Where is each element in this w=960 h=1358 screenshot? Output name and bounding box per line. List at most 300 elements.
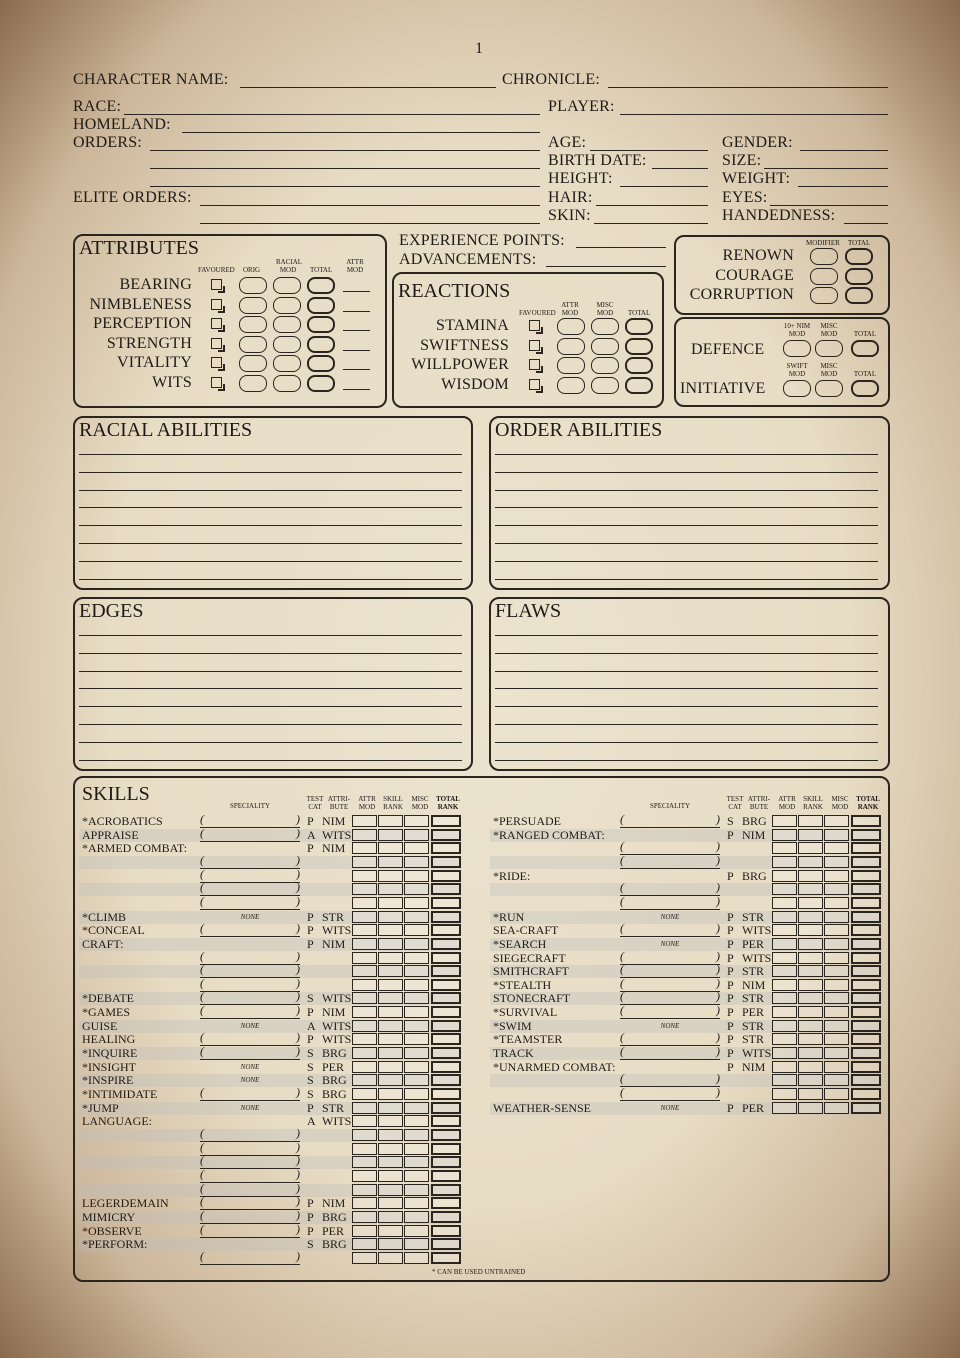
speciality-field[interactable]: ( ) [620, 893, 720, 908]
experience-points-field[interactable] [576, 247, 666, 248]
writing-line[interactable] [79, 490, 462, 491]
writing-line[interactable] [79, 635, 462, 636]
total-rank-cell[interactable] [851, 1074, 881, 1086]
skill-cell[interactable] [352, 965, 377, 977]
skill-cell[interactable] [824, 842, 849, 854]
skill-cell[interactable] [772, 897, 797, 909]
skill-cell[interactable] [798, 883, 823, 895]
size-field[interactable] [764, 168, 888, 169]
skill-cell[interactable] [378, 1129, 403, 1141]
writing-line[interactable] [79, 688, 462, 689]
hair-field[interactable] [596, 205, 708, 206]
total-rank-cell[interactable] [851, 911, 881, 923]
defence-box[interactable] [851, 380, 879, 397]
skill-cell[interactable] [378, 856, 403, 868]
writing-line[interactable] [79, 760, 462, 761]
defence-box[interactable] [851, 340, 879, 357]
skill-cell[interactable] [352, 911, 377, 923]
writing-line[interactable] [495, 561, 878, 562]
writing-line[interactable] [79, 472, 462, 473]
skill-cell[interactable] [772, 842, 797, 854]
skill-cell[interactable] [404, 870, 429, 882]
skill-cell[interactable] [404, 1115, 429, 1127]
total-rank-cell[interactable] [431, 897, 461, 909]
total-rank-cell[interactable] [851, 1102, 881, 1114]
misc-mod-box[interactable] [591, 357, 619, 374]
orig-box[interactable] [239, 336, 267, 353]
skill-cell[interactable] [404, 938, 429, 950]
skill-cell[interactable] [352, 1170, 377, 1182]
skill-cell[interactable] [404, 992, 429, 1004]
writing-line[interactable] [495, 525, 878, 526]
chronicle-field[interactable] [608, 87, 888, 88]
total-rank-cell[interactable] [431, 883, 461, 895]
skill-cell[interactable] [352, 1211, 377, 1223]
speciality-field[interactable]: ( ) [200, 975, 300, 990]
speciality-field[interactable]: ( ) [620, 880, 720, 895]
skill-cell[interactable] [404, 1033, 429, 1045]
writing-line[interactable] [79, 579, 462, 580]
favoured-checkbox[interactable] [211, 279, 222, 290]
total-rank-cell[interactable] [431, 1074, 461, 1086]
speciality-field[interactable]: ( ) [200, 1180, 300, 1195]
skill-cell[interactable] [404, 883, 429, 895]
writing-line[interactable] [495, 543, 878, 544]
speciality-field[interactable]: ( ) [200, 852, 300, 867]
total-rank-cell[interactable] [431, 965, 461, 977]
total-rank-cell[interactable] [851, 1033, 881, 1045]
skill-cell[interactable] [772, 856, 797, 868]
total-rank-cell[interactable] [431, 1252, 461, 1264]
attr-mod-field[interactable] [343, 311, 370, 312]
skill-cell[interactable] [352, 897, 377, 909]
writing-line[interactable] [79, 706, 462, 707]
writing-line[interactable] [495, 454, 878, 455]
skill-cell[interactable] [352, 1074, 377, 1086]
skill-cell[interactable] [824, 1006, 849, 1018]
skill-cell[interactable] [404, 911, 429, 923]
total-rank-cell[interactable] [431, 992, 461, 1004]
skill-cell[interactable] [404, 924, 429, 936]
skill-cell[interactable] [404, 1238, 429, 1250]
skill-cell[interactable] [352, 1102, 377, 1114]
skill-cell[interactable] [824, 1088, 849, 1100]
skill-cell[interactable] [378, 924, 403, 936]
speciality-field[interactable]: ( ) [200, 1194, 300, 1209]
orig-box[interactable] [239, 316, 267, 333]
speciality-field[interactable]: ( ) [200, 1125, 300, 1140]
skill-cell[interactable] [404, 1061, 429, 1073]
favoured-checkbox[interactable] [529, 320, 540, 331]
speciality-field[interactable]: ( ) [620, 1030, 720, 1045]
skill-cell[interactable] [772, 992, 797, 1004]
total-rank-cell[interactable] [851, 1061, 881, 1073]
defence-box[interactable] [783, 340, 811, 357]
total-rank-cell[interactable] [431, 1006, 461, 1018]
defence-box[interactable] [815, 340, 843, 357]
skill-cell[interactable] [378, 883, 403, 895]
total-rank-cell[interactable] [851, 815, 881, 827]
speciality-field[interactable]: ( ) [200, 1044, 300, 1059]
skill-cell[interactable] [824, 829, 849, 841]
skill-cell[interactable] [352, 842, 377, 854]
writing-line[interactable] [79, 561, 462, 562]
speciality-field[interactable]: ( ) [620, 1003, 720, 1018]
skill-cell[interactable] [352, 1184, 377, 1196]
writing-line[interactable] [495, 579, 878, 580]
total-box[interactable] [307, 355, 335, 372]
writing-line[interactable] [79, 454, 462, 455]
writing-line[interactable] [495, 724, 878, 725]
writing-line[interactable] [495, 653, 878, 654]
total-box[interactable] [307, 277, 335, 294]
skill-cell[interactable] [404, 842, 429, 854]
skill-cell[interactable] [404, 1020, 429, 1032]
racial-mod-box[interactable] [273, 355, 301, 372]
skill-cell[interactable] [824, 1061, 849, 1073]
total-rank-cell[interactable] [851, 883, 881, 895]
skill-cell[interactable] [404, 979, 429, 991]
skill-cell[interactable] [352, 979, 377, 991]
attr-mod-field[interactable] [343, 330, 370, 331]
favoured-checkbox[interactable] [529, 379, 540, 390]
total-rank-cell[interactable] [851, 965, 881, 977]
skill-cell[interactable] [404, 1184, 429, 1196]
speciality-field[interactable]: ( ) [200, 921, 300, 936]
writing-line[interactable] [79, 507, 462, 508]
skill-cell[interactable] [352, 924, 377, 936]
skill-cell[interactable] [772, 965, 797, 977]
skill-cell[interactable] [404, 1197, 429, 1209]
skill-cell[interactable] [404, 1170, 429, 1182]
skill-cell[interactable] [352, 1129, 377, 1141]
birth-date-field[interactable] [652, 168, 708, 169]
attr-mod-field[interactable] [343, 389, 370, 390]
speciality-field[interactable]: ( ) [620, 1044, 720, 1059]
skill-cell[interactable] [824, 952, 849, 964]
speciality-field[interactable]: ( ) [620, 852, 720, 867]
skill-cell[interactable] [378, 870, 403, 882]
elite-orders-field-2[interactable] [200, 223, 540, 224]
skill-cell[interactable] [824, 979, 849, 991]
skill-cell[interactable] [378, 1102, 403, 1114]
attr-mod-field[interactable] [343, 369, 370, 370]
skill-cell[interactable] [404, 1074, 429, 1086]
favoured-checkbox[interactable] [211, 338, 222, 349]
skill-cell[interactable] [824, 856, 849, 868]
skill-cell[interactable] [772, 1088, 797, 1100]
total-rank-cell[interactable] [431, 1115, 461, 1127]
total-rank-cell[interactable] [431, 1170, 461, 1182]
skill-cell[interactable] [798, 911, 823, 923]
orig-box[interactable] [239, 375, 267, 392]
skill-cell[interactable] [378, 938, 403, 950]
skill-cell[interactable] [378, 992, 403, 1004]
skill-cell[interactable] [352, 952, 377, 964]
skill-cell[interactable] [798, 1102, 823, 1114]
skill-cell[interactable] [378, 815, 403, 827]
favoured-checkbox[interactable] [211, 299, 222, 310]
speciality-field[interactable]: ( ) [620, 1071, 720, 1086]
player-field[interactable] [620, 114, 888, 115]
skin-field[interactable] [594, 223, 708, 224]
skill-cell[interactable] [352, 870, 377, 882]
skill-cell[interactable] [352, 1020, 377, 1032]
writing-line[interactable] [79, 525, 462, 526]
misc-mod-box[interactable] [591, 377, 619, 394]
total-rank-cell[interactable] [431, 1197, 461, 1209]
writing-line[interactable] [495, 671, 878, 672]
race-field[interactable] [124, 114, 540, 115]
skill-cell[interactable] [824, 870, 849, 882]
gender-field[interactable] [800, 150, 888, 151]
skill-cell[interactable] [772, 883, 797, 895]
defence-box[interactable] [783, 380, 811, 397]
skill-cell[interactable] [378, 979, 403, 991]
skill-cell[interactable] [404, 815, 429, 827]
orders-field-3[interactable] [150, 186, 540, 187]
writing-line[interactable] [495, 742, 878, 743]
skill-cell[interactable] [772, 1020, 797, 1032]
total-rank-cell[interactable] [851, 1047, 881, 1059]
skill-cell[interactable] [404, 897, 429, 909]
skill-cell[interactable] [824, 992, 849, 1004]
skill-cell[interactable] [798, 829, 823, 841]
racial-mod-box[interactable] [273, 336, 301, 353]
favoured-checkbox[interactable] [211, 357, 222, 368]
skill-cell[interactable] [824, 938, 849, 950]
skill-cell[interactable] [798, 992, 823, 1004]
writing-line[interactable] [495, 507, 878, 508]
skill-cell[interactable] [378, 842, 403, 854]
skill-cell[interactable] [404, 1156, 429, 1168]
skill-cell[interactable] [824, 897, 849, 909]
misc-mod-box[interactable] [591, 318, 619, 335]
skill-cell[interactable] [378, 1061, 403, 1073]
skill-cell[interactable] [772, 1074, 797, 1086]
total-box[interactable] [625, 377, 653, 394]
skill-cell[interactable] [352, 1197, 377, 1209]
writing-line[interactable] [495, 688, 878, 689]
skill-cell[interactable] [352, 1143, 377, 1155]
total-rank-cell[interactable] [851, 979, 881, 991]
eyes-field[interactable] [770, 205, 888, 206]
total-rank-cell[interactable] [431, 911, 461, 923]
skill-cell[interactable] [772, 1061, 797, 1073]
skill-cell[interactable] [772, 952, 797, 964]
skill-cell[interactable] [352, 1238, 377, 1250]
speciality-field[interactable]: ( ) [200, 948, 300, 963]
skill-cell[interactable] [404, 1211, 429, 1223]
skill-cell[interactable] [404, 1047, 429, 1059]
skill-cell[interactable] [404, 1088, 429, 1100]
favoured-checkbox[interactable] [529, 359, 540, 370]
speciality-field[interactable]: ( ) [200, 1221, 300, 1236]
skill-cell[interactable] [378, 1074, 403, 1086]
total-box[interactable] [845, 268, 873, 285]
skill-cell[interactable] [772, 938, 797, 950]
skill-cell[interactable] [798, 1006, 823, 1018]
age-field[interactable] [590, 150, 708, 151]
total-rank-cell[interactable] [431, 870, 461, 882]
skill-cell[interactable] [378, 1033, 403, 1045]
racial-mod-box[interactable] [273, 316, 301, 333]
skill-cell[interactable] [772, 829, 797, 841]
skill-cell[interactable] [824, 1033, 849, 1045]
speciality-field[interactable]: ( ) [200, 866, 300, 881]
skill-cell[interactable] [378, 1047, 403, 1059]
speciality-field[interactable]: ( ) [200, 1085, 300, 1099]
speciality-field[interactable]: ( ) [200, 989, 300, 1004]
modifier-box[interactable] [810, 248, 838, 265]
skill-cell[interactable] [352, 1033, 377, 1045]
favoured-checkbox[interactable] [529, 340, 540, 351]
speciality-field[interactable]: ( ) [200, 1207, 300, 1222]
skill-cell[interactable] [378, 952, 403, 964]
skill-cell[interactable] [352, 1088, 377, 1100]
skill-cell[interactable] [352, 1252, 377, 1264]
skill-cell[interactable] [798, 842, 823, 854]
skill-cell[interactable] [378, 1006, 403, 1018]
skill-cell[interactable] [798, 924, 823, 936]
skill-cell[interactable] [824, 965, 849, 977]
skill-cell[interactable] [798, 1047, 823, 1059]
skill-cell[interactable] [378, 911, 403, 923]
writing-line[interactable] [79, 543, 462, 544]
speciality-field[interactable]: ( ) [620, 962, 720, 977]
skill-cell[interactable] [824, 924, 849, 936]
total-rank-cell[interactable] [431, 1184, 461, 1196]
skill-cell[interactable] [378, 1156, 403, 1168]
racial-mod-box[interactable] [273, 297, 301, 314]
speciality-field[interactable]: ( ) [200, 1166, 300, 1181]
total-box[interactable] [625, 338, 653, 355]
skill-cell[interactable] [352, 1061, 377, 1073]
writing-line[interactable] [495, 760, 878, 761]
skill-cell[interactable] [772, 924, 797, 936]
total-rank-cell[interactable] [431, 829, 461, 841]
writing-line[interactable] [79, 742, 462, 743]
total-rank-cell[interactable] [851, 897, 881, 909]
skill-cell[interactable] [352, 1225, 377, 1237]
skill-cell[interactable] [798, 1020, 823, 1032]
writing-line[interactable] [495, 706, 878, 707]
writing-line[interactable] [495, 635, 878, 636]
skill-cell[interactable] [404, 829, 429, 841]
skill-cell[interactable] [404, 1129, 429, 1141]
attr-mod-box[interactable] [557, 318, 585, 335]
skill-cell[interactable] [378, 1252, 403, 1264]
total-box[interactable] [307, 297, 335, 314]
speciality-field[interactable]: ( ) [620, 1085, 720, 1099]
skill-cell[interactable] [824, 883, 849, 895]
total-rank-cell[interactable] [431, 1129, 461, 1141]
handedness-field[interactable] [844, 223, 888, 224]
speciality-field[interactable]: ( ) [200, 962, 300, 977]
skill-cell[interactable] [378, 897, 403, 909]
writing-line[interactable] [79, 653, 462, 654]
writing-line[interactable] [79, 671, 462, 672]
writing-line[interactable] [495, 490, 878, 491]
orig-box[interactable] [239, 297, 267, 314]
skill-cell[interactable] [798, 815, 823, 827]
skill-cell[interactable] [352, 883, 377, 895]
skill-cell[interactable] [352, 938, 377, 950]
skill-cell[interactable] [404, 1143, 429, 1155]
total-rank-cell[interactable] [431, 1047, 461, 1059]
skill-cell[interactable] [404, 1102, 429, 1114]
total-rank-cell[interactable] [431, 952, 461, 964]
skill-cell[interactable] [378, 1020, 403, 1032]
total-rank-cell[interactable] [431, 1143, 461, 1155]
skill-cell[interactable] [352, 1047, 377, 1059]
total-box[interactable] [625, 357, 653, 374]
total-rank-cell[interactable] [431, 938, 461, 950]
skill-cell[interactable] [798, 1088, 823, 1100]
skill-cell[interactable] [772, 1102, 797, 1114]
total-rank-cell[interactable] [431, 1088, 461, 1100]
skill-cell[interactable] [378, 829, 403, 841]
total-box[interactable] [625, 318, 653, 335]
total-rank-cell[interactable] [431, 979, 461, 991]
total-rank-cell[interactable] [431, 1211, 461, 1223]
misc-mod-box[interactable] [591, 338, 619, 355]
skill-cell[interactable] [798, 1074, 823, 1086]
total-rank-cell[interactable] [851, 924, 881, 936]
total-box[interactable] [307, 375, 335, 392]
total-rank-cell[interactable] [851, 1020, 881, 1032]
total-rank-cell[interactable] [851, 829, 881, 841]
total-rank-cell[interactable] [431, 1156, 461, 1168]
skill-cell[interactable] [352, 992, 377, 1004]
skill-cell[interactable] [352, 829, 377, 841]
skill-cell[interactable] [772, 1006, 797, 1018]
speciality-field[interactable]: ( ) [620, 921, 720, 936]
advancements-field[interactable] [546, 266, 666, 267]
skill-cell[interactable] [824, 1047, 849, 1059]
character-name-field[interactable] [240, 87, 496, 88]
total-box[interactable] [845, 287, 873, 304]
skill-cell[interactable] [824, 815, 849, 827]
total-box[interactable] [845, 248, 873, 265]
racial-mod-box[interactable] [273, 277, 301, 294]
skill-cell[interactable] [798, 952, 823, 964]
total-rank-cell[interactable] [851, 1088, 881, 1100]
speciality-field[interactable]: ( ) [200, 812, 300, 826]
skill-cell[interactable] [798, 965, 823, 977]
skill-cell[interactable] [772, 979, 797, 991]
skill-cell[interactable] [404, 856, 429, 868]
skill-cell[interactable] [378, 965, 403, 977]
speciality-field[interactable]: ( ) [620, 948, 720, 963]
homeland-field[interactable] [182, 132, 540, 133]
skill-cell[interactable] [378, 1238, 403, 1250]
attr-mod-box[interactable] [557, 377, 585, 394]
total-rank-cell[interactable] [431, 1102, 461, 1114]
skill-cell[interactable] [404, 965, 429, 977]
skill-cell[interactable] [824, 1102, 849, 1114]
skill-cell[interactable] [798, 870, 823, 882]
attr-mod-field[interactable] [343, 291, 370, 292]
skill-cell[interactable] [798, 856, 823, 868]
speciality-field[interactable]: ( ) [200, 1139, 300, 1154]
skill-cell[interactable] [772, 870, 797, 882]
skill-cell[interactable] [798, 938, 823, 950]
speciality-field[interactable]: ( ) [200, 1003, 300, 1018]
elite-orders-field[interactable] [200, 205, 540, 206]
total-rank-cell[interactable] [851, 938, 881, 950]
total-rank-cell[interactable] [431, 842, 461, 854]
